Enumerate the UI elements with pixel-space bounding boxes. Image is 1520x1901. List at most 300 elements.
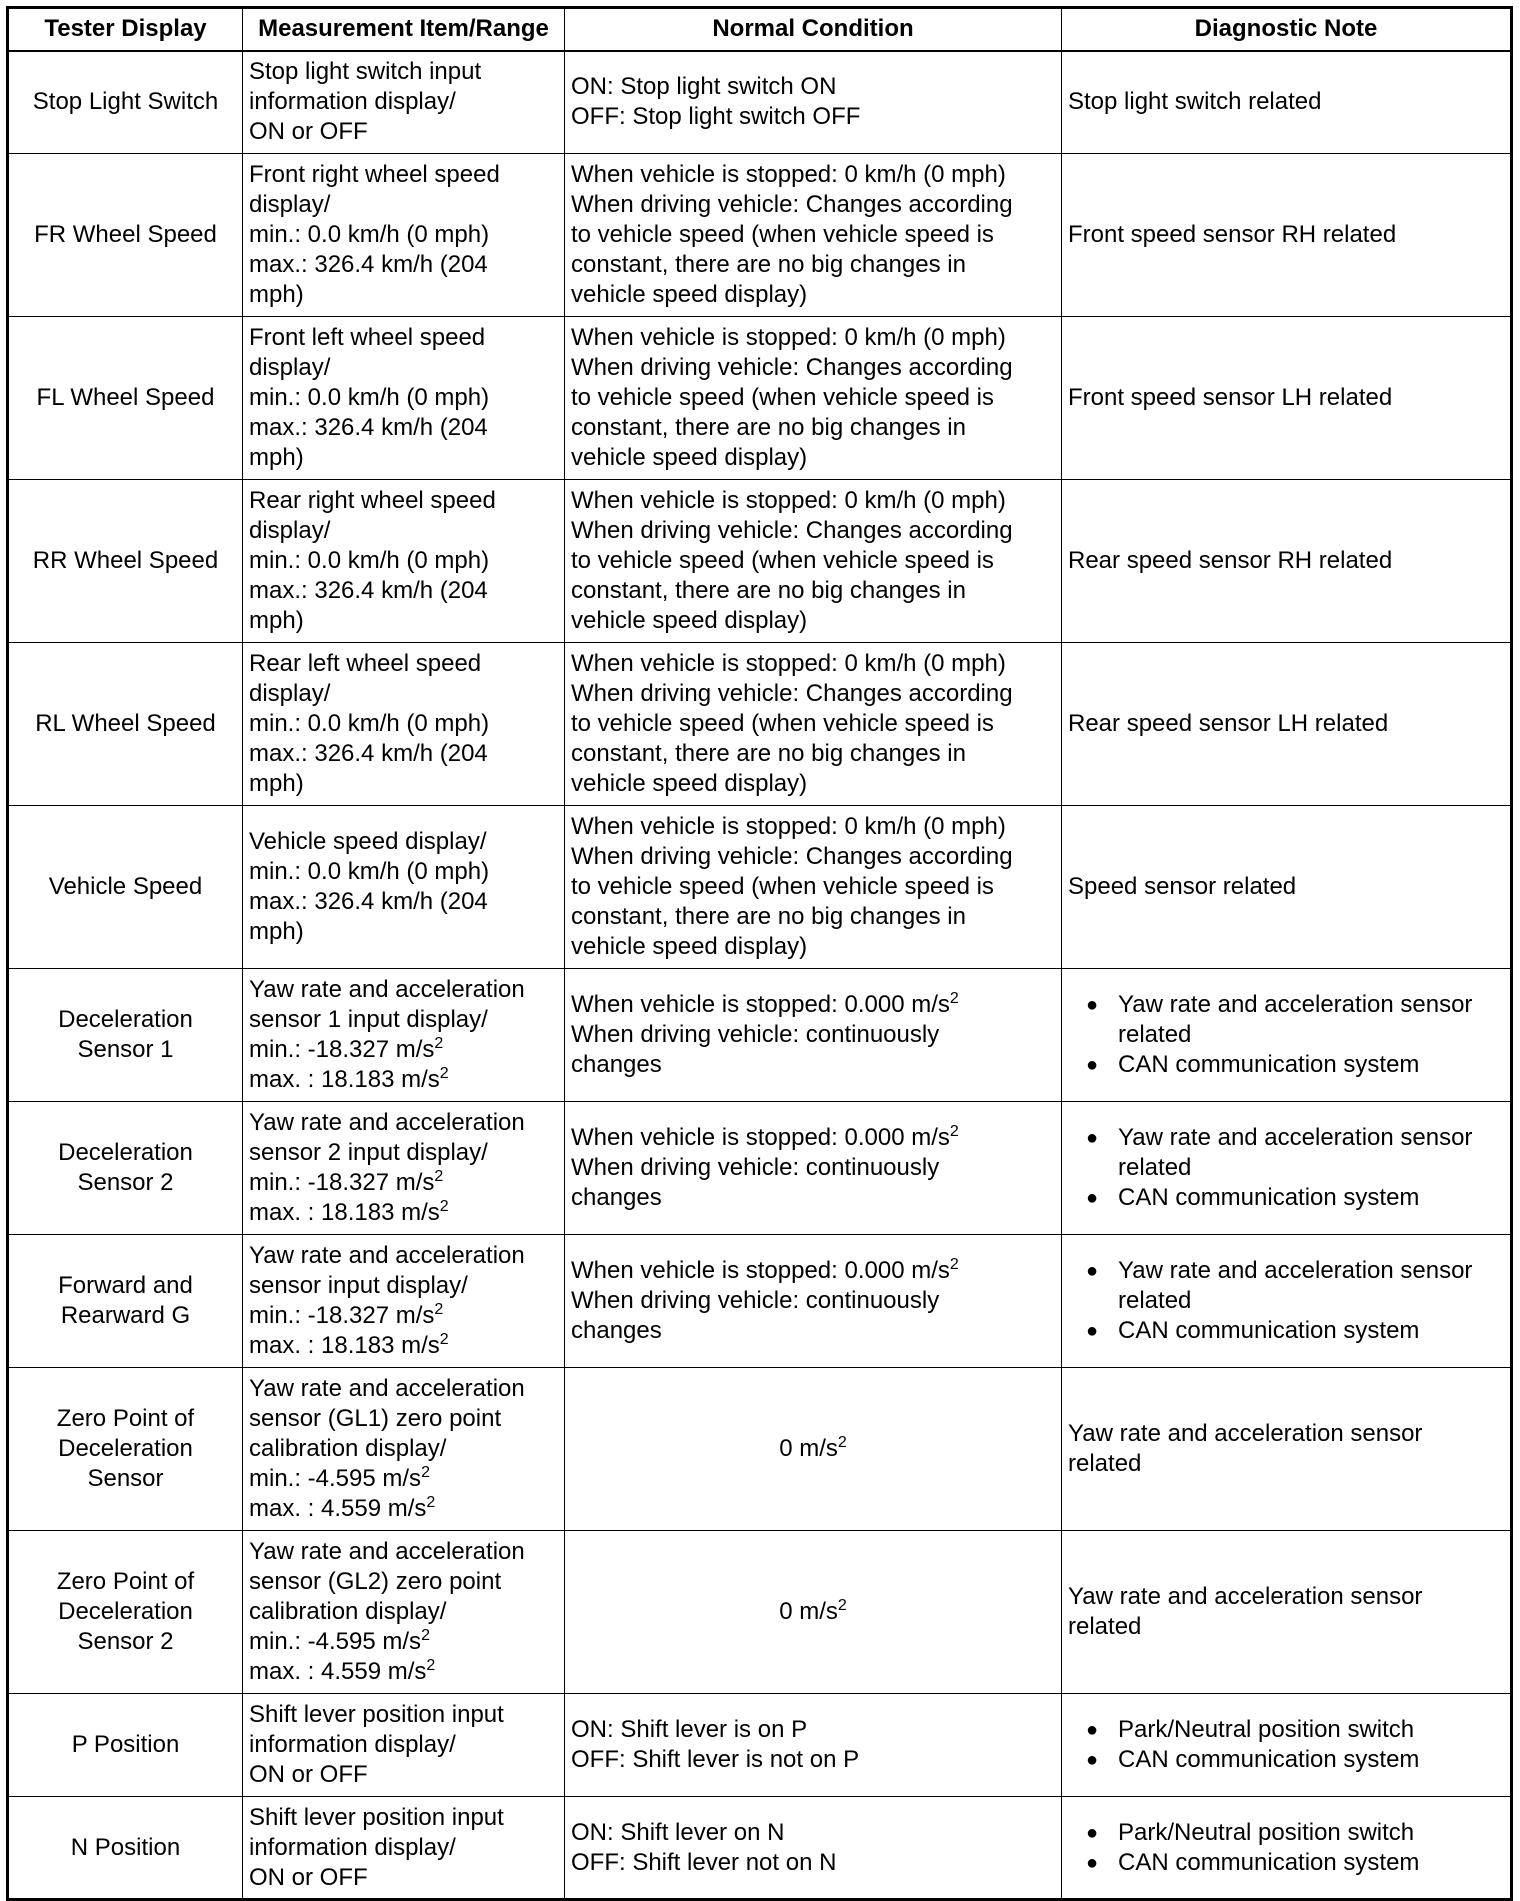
measurement-text: mph) [249, 281, 304, 308]
normal-condition-text: When driving vehicle: Changes according [571, 191, 1013, 218]
measurement-text: min.: -18.327 m/s [249, 1302, 435, 1329]
measurement-text: min.: -18.327 m/s [249, 1036, 435, 1063]
measurement-cell [243, 1531, 565, 1694]
diagnostic-note-cell [1062, 806, 1512, 969]
tester-display-cell [8, 643, 243, 806]
tester-display-line: Rearward G [60, 1302, 191, 1329]
measurement-text: ON or OFF [249, 1761, 368, 1788]
measurement-line [249, 917, 558, 947]
measurement-text: Rear right wheel speed [249, 487, 496, 514]
normal-condition-line [571, 220, 1055, 250]
tester-display-line: Deceleration [58, 1435, 193, 1462]
tester-display-line: Deceleration [58, 1139, 193, 1166]
normal-condition-line [571, 486, 1055, 516]
tester-display-line: FL Wheel Speed [36, 384, 215, 411]
tester-display-cell [8, 1368, 243, 1531]
superscript-exponent: 2 [949, 1123, 959, 1140]
normal-condition-cell [565, 51, 1062, 154]
measurement-line [249, 1005, 558, 1035]
measurement-text: ON or OFF [249, 118, 368, 146]
diagnostic-note-cell [1062, 154, 1512, 317]
diagnostic-bullet-list [1068, 1818, 1504, 1878]
normal-condition-text: vehicle speed display) [571, 770, 808, 797]
normal-condition-line [571, 812, 1055, 842]
superscript-exponent: 2 [837, 1597, 847, 1614]
normal-condition-line [571, 1183, 1055, 1213]
tester-display-cell [8, 317, 243, 480]
normal-condition-line [571, 990, 1055, 1020]
measurement-line [249, 1657, 558, 1687]
normal-condition-cell [565, 806, 1062, 969]
measurement-line [249, 57, 558, 87]
table-row [8, 1531, 1512, 1694]
measurement-text: max. : 4.559 m/s [249, 1495, 427, 1522]
measurement-line [249, 160, 558, 190]
normal-condition-line [571, 739, 1055, 769]
measurement-line [249, 1833, 558, 1863]
diagnostic-bullet-list [1068, 1123, 1504, 1213]
diagnostic-bullet-list [1068, 1715, 1504, 1775]
measurement-line [249, 1138, 558, 1168]
measurement-text: max. : 4.559 m/s [249, 1658, 427, 1685]
bullet-item [1068, 990, 1504, 1050]
normal-condition-text: When driving vehicle: continuously [571, 1021, 940, 1048]
header-tester-display: Tester Display [8, 8, 243, 51]
measurement-text: min.: -4.595 m/s [249, 1628, 422, 1655]
tester-display-cell [8, 1235, 243, 1368]
measurement-text: information display/ [249, 1833, 456, 1861]
measurement-line [249, 709, 558, 739]
normal-condition-line [571, 1050, 1055, 1080]
normal-condition-line [571, 102, 1055, 132]
normal-condition-cell [565, 1368, 1062, 1531]
tester-display-line: Stop Light Switch [32, 88, 219, 116]
measurement-text: min.: -18.327 m/s [249, 1169, 435, 1196]
measurement-text: Front left wheel speed [249, 324, 486, 351]
normal-condition-line [571, 353, 1055, 383]
measurement-text: display/ [249, 354, 331, 381]
measurement-line [249, 1700, 558, 1730]
measurement-line [249, 413, 558, 443]
normal-condition-text: changes [571, 1184, 662, 1211]
bullet-item [1068, 1715, 1504, 1745]
measurement-text: calibration display/ [249, 1598, 447, 1625]
tester-display-cell [8, 1694, 243, 1797]
measurement-text: sensor 2 input display/ [249, 1139, 488, 1166]
measurement-line [249, 1301, 558, 1331]
diagnostic-note-cell [1062, 1694, 1512, 1797]
diagnostic-note-cell [1062, 1531, 1512, 1694]
normal-condition-text: When vehicle is stopped: 0.000 m/s [571, 1124, 950, 1151]
measurement-line [249, 353, 558, 383]
measurement-text: sensor (GL2) zero point [249, 1568, 502, 1595]
normal-condition-line [571, 280, 1055, 310]
bullet-item-line: related [1118, 1154, 1192, 1181]
measurement-line [249, 1863, 558, 1893]
measurement-cell [243, 969, 565, 1102]
superscript-exponent: 2 [434, 1035, 444, 1052]
measurement-text: max.: 326.4 km/h (204 [249, 888, 488, 915]
measurement-text: min.: 0.0 km/h (0 mph) [249, 547, 490, 574]
table-body [8, 51, 1512, 1900]
measurement-text: sensor (GL1) zero point [249, 1405, 502, 1432]
normal-condition-text: 0 m/s [779, 1598, 838, 1625]
normal-condition-cell [565, 1102, 1062, 1235]
normal-condition-line [571, 1123, 1055, 1153]
measurement-line [249, 383, 558, 413]
measurement-text: ON or OFF [249, 1863, 368, 1891]
measurement-cell [243, 154, 565, 317]
superscript-exponent: 2 [434, 1168, 444, 1185]
normal-condition-cell [565, 480, 1062, 643]
measurement-line [249, 486, 558, 516]
diagnostic-bullet-list [1068, 1256, 1504, 1346]
tester-display-line: Forward and [58, 1272, 193, 1299]
tester-display-cell [8, 969, 243, 1102]
measurement-line [249, 443, 558, 473]
measurement-text: information display/ [249, 88, 456, 116]
table-row [8, 1694, 1512, 1797]
diagnostic-note-line: Yaw rate and acceleration sensor [1068, 1583, 1423, 1610]
bullet-item-line: ● CAN communication system [1118, 1848, 1420, 1876]
normal-condition-line [571, 1153, 1055, 1183]
normal-condition-text: When driving vehicle: continuously [571, 1154, 940, 1181]
diagnostic-note-cell [1062, 643, 1512, 806]
table-row [8, 1368, 1512, 1531]
tester-display-cell [8, 480, 243, 643]
normal-condition-line [571, 842, 1055, 872]
bullet-item-line: ● Yaw rate and acceleration sensor [1118, 991, 1473, 1018]
measurement-text: mph) [249, 444, 304, 471]
measurement-line [249, 739, 558, 769]
normal-condition-line [571, 872, 1055, 902]
normal-condition-text: When driving vehicle: Changes according [571, 354, 1013, 381]
measurement-text: max. : 18.183 m/s [249, 1332, 440, 1359]
diagnostic-note-cell [1062, 1102, 1512, 1235]
superscript-exponent: 2 [434, 1301, 444, 1318]
measurement-cell [243, 1102, 565, 1235]
measurement-line [249, 1374, 558, 1404]
tester-display-line: FR Wheel Speed [34, 221, 217, 248]
measurement-line [249, 87, 558, 117]
measurement-line [249, 250, 558, 280]
normal-condition-text: When driving vehicle: Changes according [571, 517, 1013, 544]
superscript-exponent: 2 [421, 1464, 430, 1481]
normal-condition-line [571, 576, 1055, 606]
bullet-item [1068, 1050, 1504, 1080]
tester-display-cell [8, 1102, 243, 1235]
measurement-line [249, 857, 558, 887]
table-row [8, 1235, 1512, 1368]
table-row [8, 806, 1512, 969]
measurement-text: mph) [249, 918, 304, 945]
measurement-line [249, 769, 558, 799]
normal-condition-text: to vehicle speed (when vehicle speed is [571, 221, 994, 248]
diagnostic-note-line: Yaw rate and acceleration sensor [1068, 1420, 1423, 1447]
measurement-line [249, 1567, 558, 1597]
measurement-line [249, 975, 558, 1005]
measurement-line [249, 546, 558, 576]
measurement-text: calibration display/ [249, 1435, 447, 1462]
diagnostic-note-cell [1062, 51, 1512, 154]
measurement-text: min.: 0.0 km/h (0 mph) [249, 710, 490, 737]
diagnostic-bullet-list [1068, 990, 1504, 1080]
tester-display-cell [8, 154, 243, 317]
normal-condition-cell [565, 317, 1062, 480]
tester-display-line: Sensor [87, 1465, 164, 1492]
table-row [8, 1797, 1512, 1900]
table-row [8, 317, 1512, 480]
measurement-text: Yaw rate and acceleration [249, 1242, 525, 1269]
measurement-line [249, 1271, 558, 1301]
measurement-text: Yaw rate and acceleration [249, 1375, 525, 1402]
superscript-exponent: 2 [949, 1256, 959, 1273]
table-row [8, 969, 1512, 1102]
bullet-item-line: ● CAN communication system [1118, 1317, 1420, 1344]
measurement-text: sensor input display/ [249, 1272, 468, 1299]
diagnostic-table [6, 6, 1513, 1901]
normal-condition-line [571, 443, 1055, 473]
normal-condition-line [571, 1020, 1055, 1050]
measurement-text: max.: 326.4 km/h (204 [249, 251, 488, 278]
tester-display-line: RR Wheel Speed [32, 547, 219, 574]
measurement-line [249, 1760, 558, 1790]
measurement-text: min.: 0.0 km/h (0 mph) [249, 858, 490, 885]
diagnostic-note-cell [1062, 969, 1512, 1102]
normal-condition-text: to vehicle speed (when vehicle speed is [571, 384, 994, 411]
measurement-line [249, 649, 558, 679]
normal-condition-text: constant, there are no big changes in [571, 740, 966, 767]
tester-display-cell [8, 1531, 243, 1694]
normal-condition-text: constant, there are no big changes in [571, 414, 966, 441]
measurement-text: display/ [249, 680, 331, 707]
normal-condition-line [571, 1745, 1055, 1775]
measurement-text: Stop light switch input [249, 58, 482, 86]
normal-condition-line [571, 413, 1055, 443]
tester-display-line: Deceleration [58, 1006, 193, 1033]
normal-condition-text: When vehicle is stopped: 0 km/h (0 mph) [571, 487, 1006, 514]
bullet-item-line: ● CAN communication system [1118, 1184, 1420, 1211]
measurement-text: Shift lever position input [249, 1803, 504, 1831]
normal-condition-text: to vehicle speed (when vehicle speed is [571, 873, 994, 900]
measurement-line [249, 323, 558, 353]
measurement-text: Yaw rate and acceleration [249, 1538, 525, 1565]
normal-condition-text: OFF: Stop light switch OFF [571, 103, 861, 131]
normal-condition-text: When vehicle is stopped: 0 km/h (0 mph) [571, 324, 1006, 351]
bullet-item-line: related [1118, 1021, 1192, 1048]
tester-display-line: Vehicle Speed [48, 873, 203, 900]
normal-condition-text: to vehicle speed (when vehicle speed is [571, 710, 994, 737]
diagnostic-note-cell [1062, 317, 1512, 480]
measurement-line [249, 1168, 558, 1198]
tester-display-cell [8, 806, 243, 969]
header-measurement-item: Measurement Item/Range [243, 8, 565, 51]
normal-condition-line [571, 649, 1055, 679]
diagnostic-note-cell [1062, 1797, 1512, 1900]
header-row [8, 8, 1512, 51]
measurement-text: Shift lever position input [249, 1701, 504, 1728]
normal-condition-text: ON: Stop light switch ON [571, 73, 837, 101]
diagnostic-note-line: related [1068, 1450, 1142, 1477]
normal-condition-text: constant, there are no big changes in [571, 577, 966, 604]
normal-condition-cell [565, 969, 1062, 1102]
normal-condition-cell [565, 1694, 1062, 1797]
bullet-item-line: ● Park/Neutral position switch [1118, 1818, 1415, 1846]
measurement-cell [243, 1235, 565, 1368]
superscript-exponent: 2 [426, 1657, 436, 1674]
tester-display-line: Sensor 2 [77, 1628, 174, 1655]
measurement-line [249, 117, 558, 147]
measurement-cell [243, 1368, 565, 1531]
normal-condition-line [571, 902, 1055, 932]
tester-display-line: Zero Point of [56, 1405, 195, 1432]
measurement-text: max.: 326.4 km/h (204 [249, 577, 488, 604]
table-row [8, 154, 1512, 317]
diagnostic-note-line: Rear speed sensor LH related [1068, 710, 1389, 737]
normal-condition-text: to vehicle speed (when vehicle speed is [571, 547, 994, 574]
measurement-line [249, 1404, 558, 1434]
measurement-line [249, 606, 558, 636]
header-normal-condition: Normal Condition [565, 8, 1062, 51]
normal-condition-text: constant, there are no big changes in [571, 903, 966, 930]
measurement-line [249, 1494, 558, 1524]
tester-display-line: Sensor 2 [77, 1169, 174, 1196]
measurement-cell [243, 480, 565, 643]
measurement-line [249, 1331, 558, 1361]
measurement-line [249, 887, 558, 917]
superscript-exponent: 2 [426, 1494, 436, 1511]
superscript-exponent: 2 [837, 1434, 847, 1451]
measurement-text: Front right wheel speed [249, 161, 500, 188]
bullet-item-line: ● Yaw rate and acceleration sensor [1118, 1124, 1473, 1151]
normal-condition-text: OFF: Shift lever not on N [571, 1848, 837, 1876]
diagnostic-note-cell [1062, 1235, 1512, 1368]
measurement-text: max.: 326.4 km/h (204 [249, 740, 488, 767]
normal-condition-cell [565, 643, 1062, 806]
measurement-line [249, 1108, 558, 1138]
measurement-text: min.: 0.0 km/h (0 mph) [249, 221, 490, 248]
measurement-line [249, 220, 558, 250]
tester-display-line: P Position [71, 1731, 180, 1758]
bullet-item [1068, 1316, 1504, 1346]
normal-condition-cell [565, 1797, 1062, 1900]
normal-condition-line [571, 606, 1055, 636]
measurement-cell [243, 643, 565, 806]
measurement-line [249, 280, 558, 310]
normal-condition-line [571, 709, 1055, 739]
measurement-cell [243, 317, 565, 480]
measurement-cell [243, 51, 565, 154]
measurement-text: max. : 18.183 m/s [249, 1199, 440, 1226]
measurement-line [249, 679, 558, 709]
bullet-item-line: ● CAN communication system [1118, 1746, 1420, 1773]
normal-condition-line [571, 250, 1055, 280]
measurement-text: max. : 18.183 m/s [249, 1066, 440, 1093]
measurement-text: mph) [249, 770, 304, 797]
diagnostic-note-line: related [1068, 1613, 1142, 1640]
bullet-item [1068, 1183, 1504, 1213]
normal-condition-line [571, 323, 1055, 353]
tester-display-line: RL Wheel Speed [35, 710, 216, 737]
table-row [8, 1102, 1512, 1235]
normal-condition-line [571, 516, 1055, 546]
measurement-text: sensor 1 input display/ [249, 1006, 488, 1033]
measurement-text: Yaw rate and acceleration [249, 976, 525, 1003]
diagnostic-note-line: Rear speed sensor RH related [1068, 547, 1393, 574]
tester-display-cell [8, 1797, 243, 1900]
measurement-text: display/ [249, 191, 331, 218]
bullet-item-line: ● Yaw rate and acceleration sensor [1118, 1257, 1473, 1284]
normal-condition-line [571, 1256, 1055, 1286]
normal-condition-line [571, 72, 1055, 102]
measurement-line [249, 516, 558, 546]
normal-condition-text: When vehicle is stopped: 0 km/h (0 mph) [571, 813, 1006, 840]
measurement-line [249, 1464, 558, 1494]
table-row [8, 480, 1512, 643]
normal-condition-line [571, 383, 1055, 413]
normal-condition-text: When vehicle is stopped: 0.000 m/s [571, 991, 950, 1018]
measurement-line [249, 190, 558, 220]
normal-condition-text: ON: Shift lever on N [571, 1818, 785, 1846]
normal-condition-line [571, 1848, 1055, 1878]
normal-condition-text: When vehicle is stopped: 0.000 m/s [571, 1257, 950, 1284]
diagnostic-note-cell [1062, 1368, 1512, 1531]
normal-condition-text: When driving vehicle: Changes according [571, 843, 1013, 870]
measurement-line [249, 1241, 558, 1271]
measurement-line [249, 1065, 558, 1095]
tester-display-line: Deceleration [58, 1598, 193, 1625]
diagnostic-note-cell [1062, 480, 1512, 643]
measurement-line [249, 1627, 558, 1657]
bullet-item [1068, 1745, 1504, 1775]
tester-display-line: Sensor 1 [77, 1036, 174, 1063]
superscript-exponent: 2 [439, 1331, 449, 1348]
superscript-exponent: 2 [421, 1627, 430, 1644]
measurement-line [249, 1597, 558, 1627]
normal-condition-text: When vehicle is stopped: 0 km/h (0 mph) [571, 161, 1006, 188]
tester-display-line: Zero Point of [56, 1568, 195, 1595]
bullet-item-line: related [1118, 1287, 1192, 1314]
measurement-text: Rear left wheel speed [249, 650, 482, 677]
bullet-item-line: ● Park/Neutral position switch [1118, 1716, 1415, 1743]
normal-condition-text: vehicle speed display) [571, 281, 808, 308]
measurement-text: display/ [249, 517, 331, 544]
normal-condition-cell [565, 1531, 1062, 1694]
normal-condition-line [571, 1818, 1055, 1848]
measurement-cell [243, 806, 565, 969]
bullet-item [1068, 1818, 1504, 1848]
header-diagnostic-note: Diagnostic Note [1062, 8, 1512, 51]
normal-condition-line [571, 932, 1055, 962]
measurement-text: min.: -4.595 m/s [249, 1465, 422, 1492]
measurement-line [249, 576, 558, 606]
measurement-text: Vehicle speed display/ [249, 828, 487, 855]
bullet-item [1068, 1848, 1504, 1878]
measurement-line [249, 1537, 558, 1567]
measurement-cell [243, 1694, 565, 1797]
normal-condition-line [571, 769, 1055, 799]
normal-condition-line [571, 1286, 1055, 1316]
normal-condition-text: 0 m/s [779, 1435, 838, 1462]
measurement-line [249, 1803, 558, 1833]
measurement-text: information display/ [249, 1731, 456, 1758]
diagnostic-note-line: Front speed sensor RH related [1068, 221, 1397, 248]
measurement-cell [243, 1797, 565, 1900]
table-row [8, 51, 1512, 154]
measurement-text: min.: 0.0 km/h (0 mph) [249, 384, 490, 411]
normal-condition-text: When vehicle is stopped: 0 km/h (0 mph) [571, 650, 1006, 677]
normal-condition-text: vehicle speed display) [571, 444, 808, 471]
